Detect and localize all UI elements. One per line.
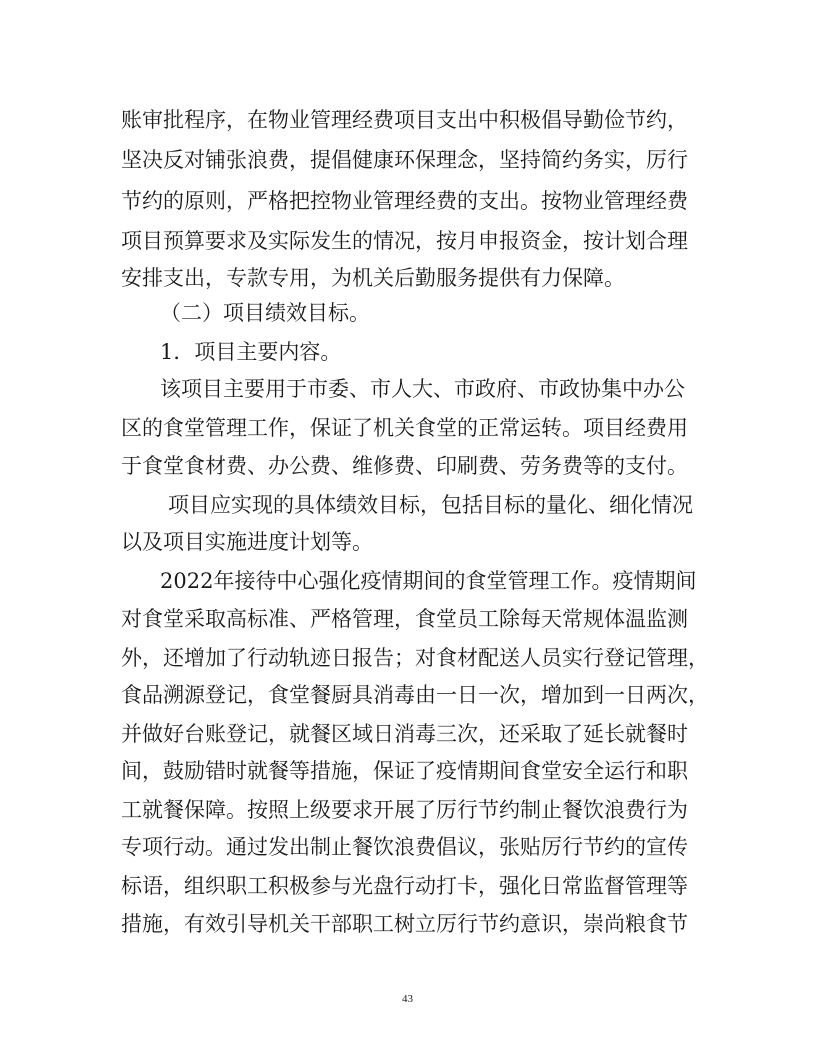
text-line-22: 措施，有效引导机关干部职工树立厉行节约意识，崇尚粮食节 (121, 912, 688, 936)
text-line-1: 账审批程序，在物业管理经费项目支出中积极倡导勤俭节约， (121, 108, 688, 132)
page-number: 43 (402, 993, 413, 1005)
text-line-15: 外，还增加了行动轨迹日报告；对食材配送人员实行登记管理， (121, 646, 709, 670)
text-line-4: 项目预算要求及实际发生的情况，按月申报资金，按计划合理 (121, 229, 688, 253)
text-line-11: 项目应实现的具体绩效目标，包括目标的量化、细化情况 (168, 493, 693, 517)
text-line-20: 专项行动。通过发出制止餐饮浪费倡议，张贴厉行节约的宣传 (121, 835, 688, 859)
text-line-10: 于食堂食材费、办公费、维修费、印刷费、劳务费等的支付。 (121, 454, 688, 478)
text-line-17: 并做好台账登记，就餐区域日消毒三次，还采取了延长就餐时 (121, 722, 688, 746)
text-line-3: 节约的原则，严格把控物业管理经费的支出。按物业管理经费 (121, 189, 688, 213)
subsection-heading: 1．项目主要内容。 (160, 340, 342, 364)
text-line-2: 坚决反对铺张浪费，提倡健康环保理念，坚持简约务实，厉行 (121, 148, 688, 172)
section-heading: （二）项目绩效目标。 (160, 301, 370, 325)
text-line-19: 工就餐保障。按照上级要求开展了厉行节约制止餐饮浪费行为 (121, 798, 688, 822)
text-line-12: 以及项目实施进度计划等。 (121, 530, 373, 554)
text-line-21: 标语，组织职工积极参与光盘行动打卡，强化日常监督管理等 (121, 874, 688, 898)
text-line-16: 食品溯源登记，食堂餐厨具消毒由一日一次，增加到一日两次， (121, 683, 709, 707)
text-line-14: 对食堂采取高标准、严格管理，食堂员工除每天常规体温监测 (121, 607, 688, 631)
text-line-8: 该项目主要用于市委、市人大、市政府、市政协集中办公 (160, 377, 685, 401)
text-line-13: 2022年接待中心强化疫情期间的食堂管理工作。疫情期间 (160, 569, 697, 593)
text-line-18: 间，鼓励错时就餐等措施，保证了疫情期间食堂安全运行和职 (121, 759, 688, 783)
text-line-9: 区的食堂管理工作，保证了机关食堂的正常运转。项目经费用 (121, 416, 688, 440)
text-line-5: 安排支出，专款专用，为机关后勤服务提供有力保障。 (121, 266, 625, 290)
